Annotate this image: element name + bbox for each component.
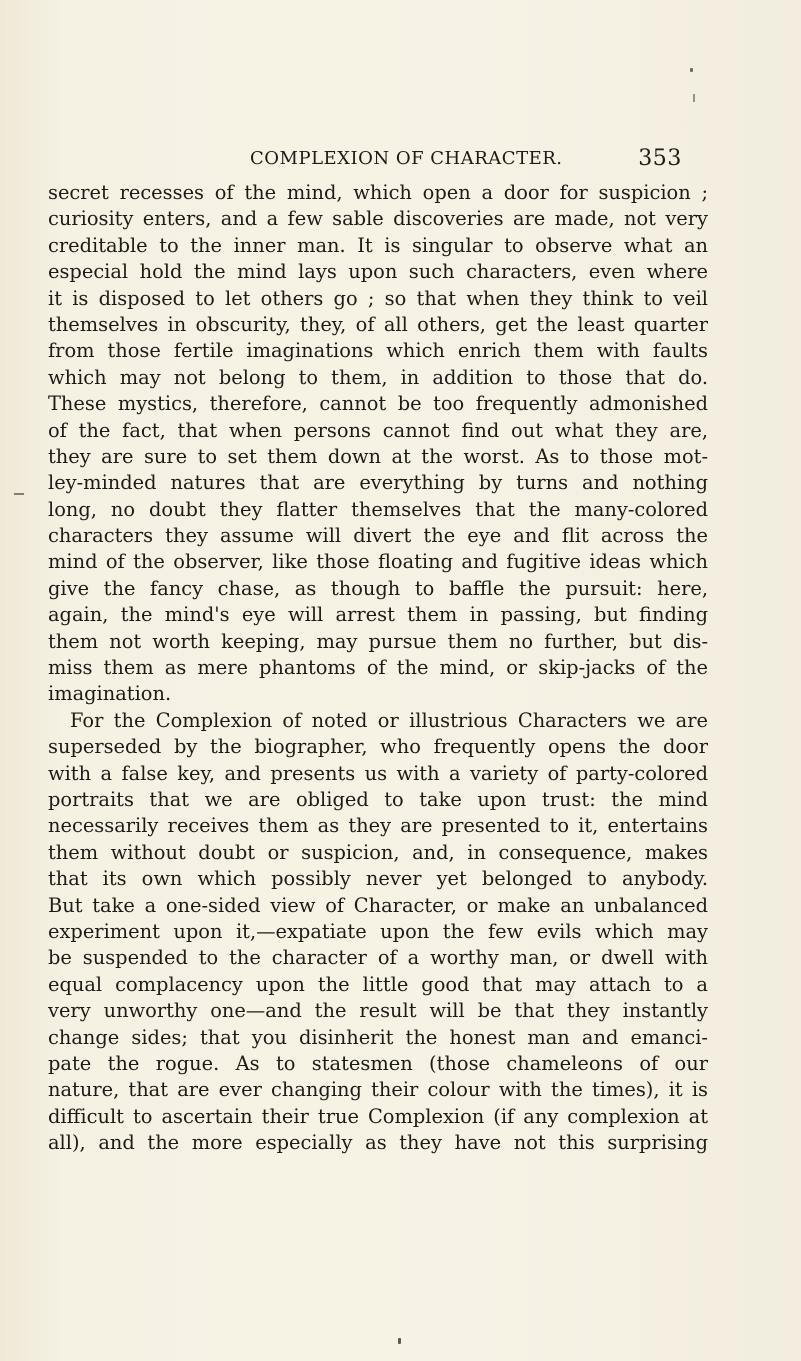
text-line: again, the mind's eye will arrest them in passing, but finding bbox=[48, 603, 708, 627]
text-line: be suspended to the character of a worthy man, or dwell with bbox=[48, 946, 708, 970]
text-line: give the fancy chase, as though to baffle the pursuit: here, bbox=[48, 576, 708, 600]
text-line: secret recesses of the mind, which open a door for suspicion ; bbox=[48, 181, 708, 204]
page-number: 353 bbox=[638, 146, 682, 171]
text-line: them without doubt or suspicion, and, in consequence, makes bbox=[48, 840, 708, 864]
text-line: which may not belong to them, in addition to those that do. bbox=[48, 365, 708, 389]
text-line: that its own which possibly never yet belonged to anybody. bbox=[48, 867, 708, 891]
text-line: These mystics, therefore, cannot be too frequently admonished bbox=[48, 392, 708, 416]
text-line: ley-minded natures that are everything by turns and nothing bbox=[48, 471, 708, 495]
text-line: equal complacency upon the little good that may attach to a bbox=[48, 972, 708, 996]
text-line: from those fertile imaginations which enrich them with faults bbox=[48, 339, 708, 363]
body-text bbox=[48, 180, 708, 1156]
text-line: curiosity enters, and a few sable discoveries are made, not very bbox=[48, 207, 708, 231]
ink-speck bbox=[690, 68, 693, 72]
text-line: necessarily receives them as they are presented to it, entertains bbox=[48, 814, 708, 838]
ink-speck bbox=[398, 1338, 401, 1344]
ink-speck bbox=[693, 94, 695, 102]
text-line: they are sure to set them down at the worst. As to those mot- bbox=[48, 444, 708, 468]
text-line: difficult to ascertain their true Complexion (if any complexion at bbox=[48, 1104, 708, 1128]
text-line: them not worth keeping, may pursue them no further, but dis- bbox=[48, 629, 708, 653]
paragraph-end-line: imagination. bbox=[48, 682, 172, 706]
text-line: all), and the more especially as they have not this surprising bbox=[48, 1131, 708, 1155]
margin-mark bbox=[14, 493, 24, 495]
text-line: especial hold the mind lays upon such characters, even where bbox=[48, 260, 708, 284]
text-line: experiment upon it,—expatiate upon the few evils which may bbox=[48, 919, 708, 943]
text-line: themselves in obscurity, they, of all others, get the least quarter bbox=[48, 312, 708, 336]
text-line: miss them as mere phantoms of the mind, or skip-jacks of the bbox=[48, 656, 708, 680]
text-line: long, no doubt they flatter themselves that the many-colored bbox=[48, 497, 708, 521]
text-line: with a false key, and presents us with a variety of party-colored bbox=[48, 761, 708, 785]
running-head bbox=[250, 148, 682, 174]
text-line: portraits that we are obliged to take upon trust: the mind bbox=[48, 787, 708, 811]
text-line: superseded by the biographer, who frequently opens the door bbox=[48, 735, 708, 759]
text-line: of the fact, that when persons cannot find out what they are, bbox=[48, 418, 708, 442]
paragraph-start-line: For the Complexion of noted or illustrious Characters we are bbox=[70, 708, 708, 732]
running-title: COMPLEXION OF CHARACTER. bbox=[250, 148, 563, 169]
text-line: pate the rogue. As to statesmen (those chameleons of our bbox=[48, 1051, 708, 1075]
text-line: change sides; that you disinherit the honest man and emanci- bbox=[48, 1025, 708, 1049]
text-line: But take a one-sided view of Character, or make an unbalanced bbox=[48, 893, 708, 917]
text-line: mind of the observer, like those floating and fugitive ideas which bbox=[48, 550, 708, 574]
text-line: very unworthy one—and the result will be that they instantly bbox=[48, 999, 708, 1023]
text-line: characters they assume will divert the eye and flit across the bbox=[48, 524, 708, 548]
text-line: it is disposed to let others go ; so that when they think to veil bbox=[48, 286, 708, 310]
text-line: creditable to the inner man. It is singular to observe what an bbox=[48, 233, 708, 257]
text-line: nature, that are ever changing their colour with the times), it is bbox=[48, 1078, 708, 1102]
